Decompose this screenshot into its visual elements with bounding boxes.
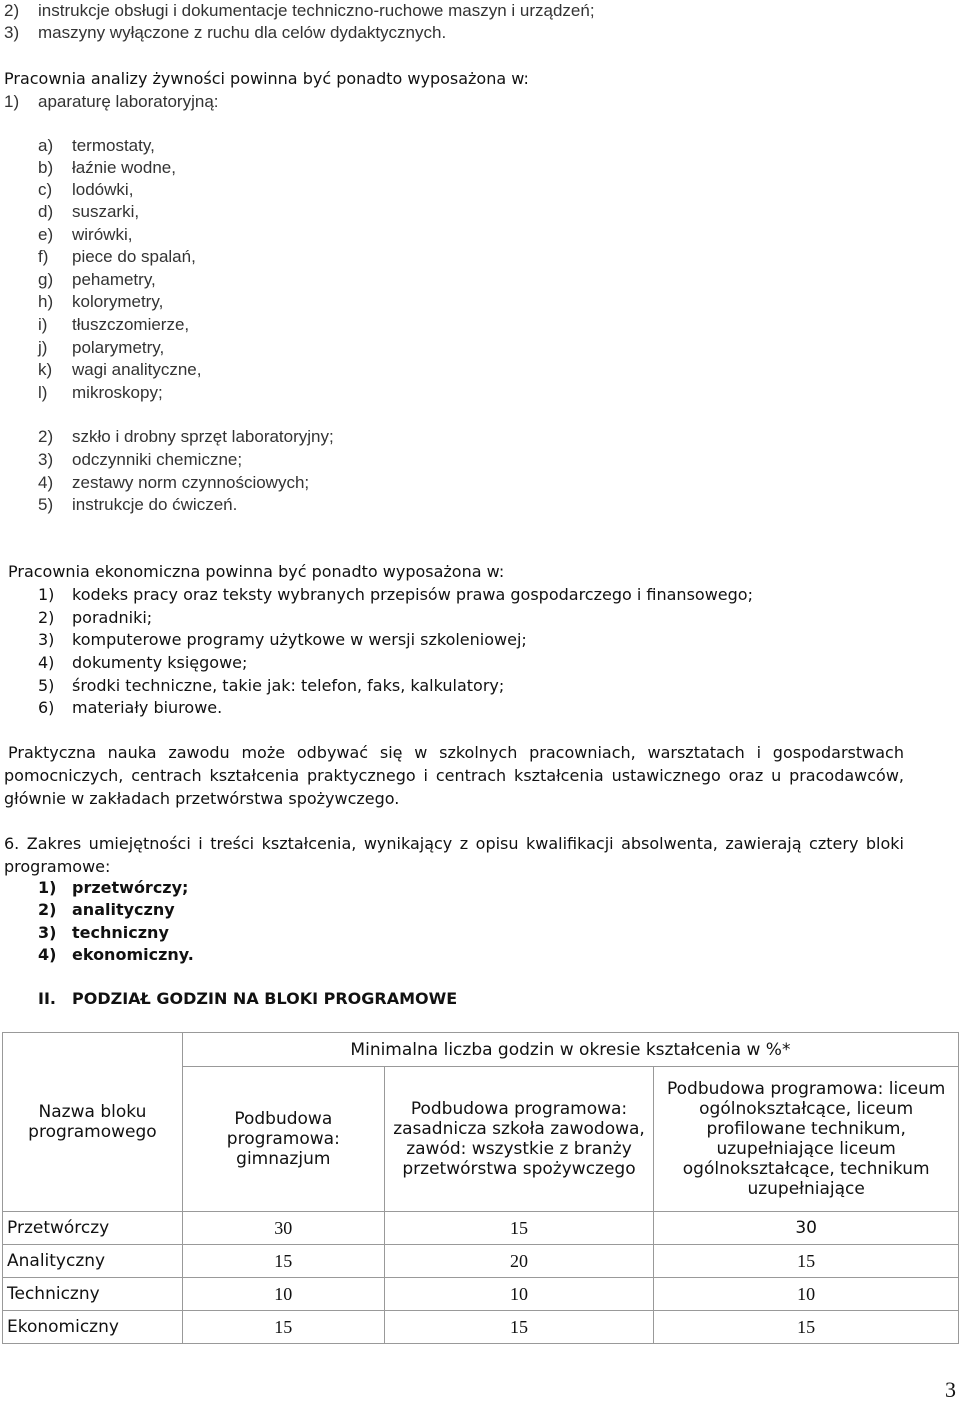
cell-zsz: 10 xyxy=(384,1278,654,1311)
practical-training-paragraph: Praktyczna nauka zawodu może odbywać się w szkolnych pracowniach, warsztatach i gospodarstwach pomocniczych, centrach kształcenia praktycznego i centrach kształcenia ustawicznego oraz u pracodawców, głównie w zakładach przetwórstwa spożywczego. xyxy=(4,743,904,808)
cell-zsz: 15 xyxy=(384,1311,654,1344)
program-block-item: 3) techniczny xyxy=(38,923,169,942)
table-row xyxy=(3,1245,959,1278)
section-6-intro: 6. Zakres umiejętności i treści kształcenia, wynikający z opisu kwalifikacji absolwenta, zawierają cztery bloki programowe: xyxy=(4,834,904,876)
cell-gimnazjum: 15 xyxy=(182,1311,384,1344)
cell-liceum: 30 xyxy=(654,1212,959,1245)
program-block-item: 1) przetwórczy; xyxy=(38,878,189,897)
section-ii-heading: II. PODZIAŁ GODZIN NA BLOKI PROGRAMOWE xyxy=(38,989,458,1008)
cell-liceum: 15 xyxy=(654,1245,959,1278)
econ-lab-heading: Pracownia ekonomiczna powinna być ponadto wyposażona w: xyxy=(8,562,505,581)
list-item: 1) aparaturę laboratoryjną: xyxy=(4,92,219,111)
cell-zsz: 20 xyxy=(384,1245,654,1278)
row-name: Analityczny xyxy=(3,1245,183,1278)
food-lab-heading: Pracownia analizy żywności powinna być ponadto wyposażona w: xyxy=(4,69,529,88)
row-name: Ekonomiczny xyxy=(3,1311,183,1344)
cell-gimnazjum: 30 xyxy=(182,1212,384,1245)
cell-zsz: 15 xyxy=(384,1212,654,1245)
equipment-item: j) polarymetry, xyxy=(38,338,165,357)
cell-gimnazjum: 15 xyxy=(182,1245,384,1278)
group-header: Minimalna liczba godzin w okresie kształcenia w %* xyxy=(182,1033,958,1067)
list-item: 5) instrukcje do ćwiczeń. xyxy=(38,495,238,514)
hours-table xyxy=(2,1032,959,1344)
program-block-item: 2) analityczny xyxy=(38,900,175,919)
list-item: 5) środki techniczne, takie jak: telefon, faks, kalkulatory; xyxy=(38,676,505,695)
equipment-item: g) pehametry, xyxy=(38,270,156,289)
list-item: 6) materiały biurowe. xyxy=(38,698,223,717)
page-number: 3 xyxy=(945,1377,956,1402)
cell-gimnazjum: 10 xyxy=(182,1278,384,1311)
table-row xyxy=(3,1278,959,1311)
cell-liceum: 15 xyxy=(654,1311,959,1344)
table-row xyxy=(3,1311,959,1344)
col-header-liceum: Podbudowa programowa: liceum ogólnokształcące, liceum profilowane technikum, uzupełniające liceum ogólnokształcące, technikum uzupełniające xyxy=(654,1067,959,1212)
row-name: Techniczny xyxy=(3,1278,183,1311)
equipment-item: i) tłuszczomierze, xyxy=(38,315,190,334)
col-header-block: Nazwa bloku programowego xyxy=(3,1033,183,1212)
equipment-item: l) mikroskopy; xyxy=(38,383,163,402)
list-item: 2) poradniki; xyxy=(38,608,153,627)
list-item: 2) szkło i drobny sprzęt laboratoryjny; xyxy=(38,427,334,446)
list-item: 4) zestawy norm czynnościowych; xyxy=(38,473,310,492)
list-item: 3) odczynniki chemiczne; xyxy=(38,450,243,469)
equipment-item: c) lodówki, xyxy=(38,180,134,199)
program-block-item: 4) ekonomiczny. xyxy=(38,945,194,964)
equipment-item: e) wirówki, xyxy=(38,225,133,244)
equipment-item: d) suszarki, xyxy=(38,202,140,221)
list-item: 1) kodeks pracy oraz teksty wybranych przepisów prawa gospodarczego i finansowego; xyxy=(38,585,753,604)
equipment-item: h) kolorymetry, xyxy=(38,292,164,311)
equipment-item: b) łaźnie wodne, xyxy=(38,158,176,177)
cell-liceum: 10 xyxy=(654,1278,959,1311)
equipment-item: f) piece do spalań, xyxy=(38,247,196,266)
row-name: Przetwórczy xyxy=(3,1212,183,1245)
col-header-zsz: Podbudowa programowa: zasadnicza szkoła zawodowa, zawód: wszystkie z branży przetwórstwa spożywczego xyxy=(384,1067,654,1212)
equipment-item: k) wagi analityczne, xyxy=(38,360,202,379)
list-item: 3) maszyny wyłączone z ruchu dla celów dydaktycznych. xyxy=(4,23,447,42)
equipment-item: a) termostaty, xyxy=(38,136,155,155)
table-row xyxy=(3,1212,959,1245)
col-header-gimnazjum: Podbudowa programowa: gimnazjum xyxy=(182,1067,384,1212)
list-item: 2) instrukcje obsługi i dokumentacje techniczno-ruchowe maszyn i urządzeń; xyxy=(4,1,595,20)
list-item: 4) dokumenty księgowe; xyxy=(38,653,248,672)
list-item: 3) komputerowe programy użytkowe w wersji szkoleniowej; xyxy=(38,630,527,649)
